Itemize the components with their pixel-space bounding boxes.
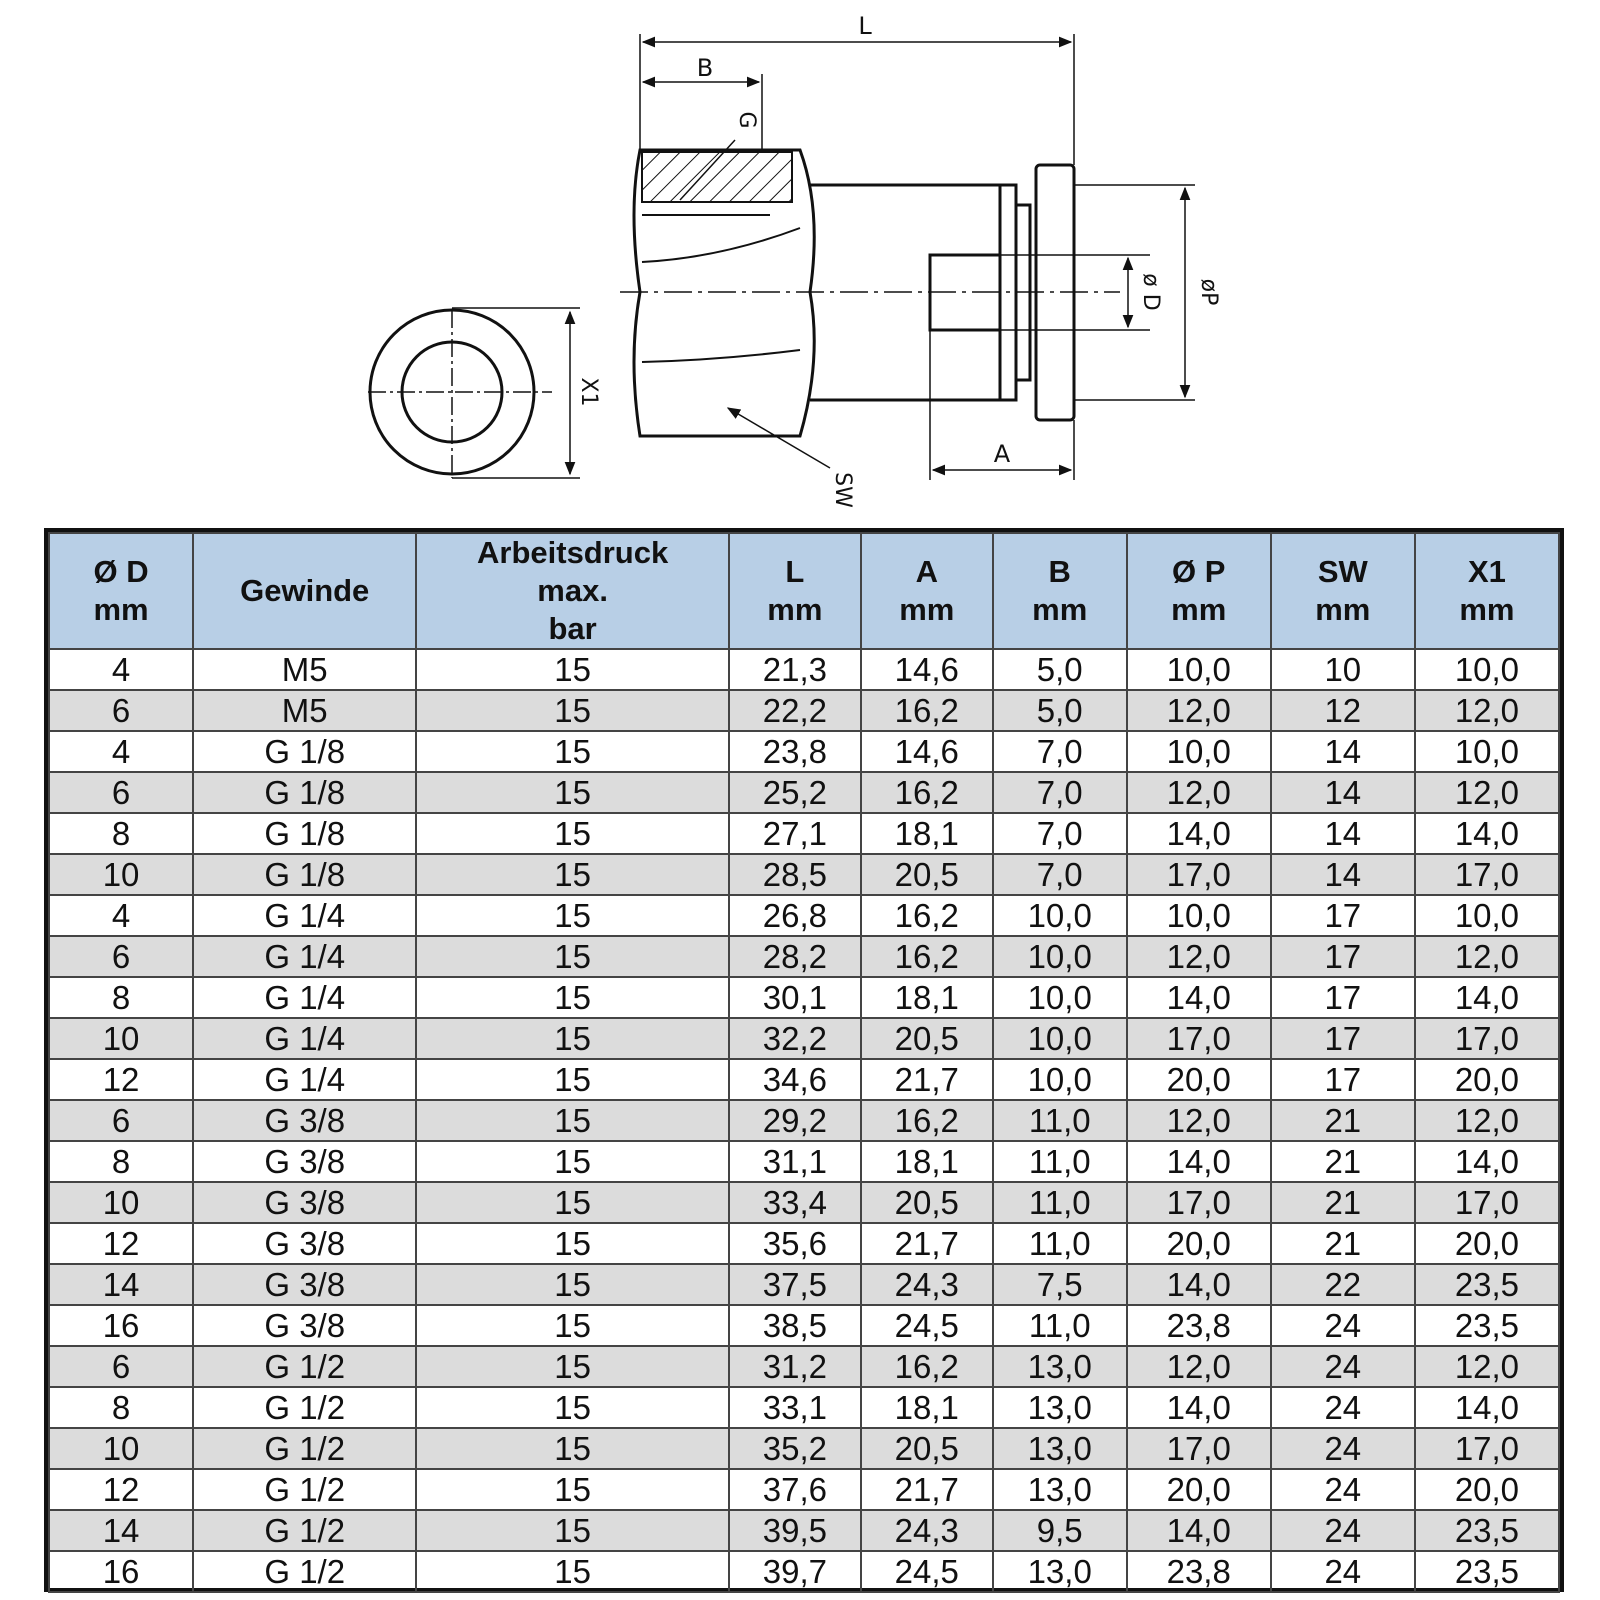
table-cell: 24,3: [861, 1510, 993, 1551]
table-cell: 14: [49, 1264, 193, 1305]
table-cell: G 3/8: [193, 1305, 416, 1346]
table-cell: G 1/8: [193, 772, 416, 813]
table-cell: 10: [49, 1428, 193, 1469]
table-cell: 17,0: [1415, 1428, 1559, 1469]
table-cell: 14,6: [861, 731, 993, 772]
table-cell: 15: [416, 690, 729, 731]
table-cell: 14,0: [1127, 813, 1271, 854]
table-cell: 10,0: [993, 1059, 1127, 1100]
table-cell: 12,0: [1415, 936, 1559, 977]
dim-label-sw: SW: [830, 472, 855, 508]
table-cell: 23,5: [1415, 1510, 1559, 1551]
table-cell: 10,0: [1415, 649, 1559, 690]
table-row: [49, 1182, 1559, 1223]
table-cell: 28,5: [729, 854, 861, 895]
table-cell: 21,7: [861, 1469, 993, 1510]
table-cell: 10,0: [1127, 731, 1271, 772]
table-cell: 20,0: [1127, 1223, 1271, 1264]
table-cell: 15: [416, 1305, 729, 1346]
table-cell: G 1/4: [193, 1059, 416, 1100]
table-cell: 33,1: [729, 1387, 861, 1428]
table-cell: 11,0: [993, 1182, 1127, 1223]
table-cell: 10,0: [993, 1018, 1127, 1059]
table-cell: G 3/8: [193, 1141, 416, 1182]
table-cell: 12,0: [1415, 772, 1559, 813]
table-cell: 11,0: [993, 1141, 1127, 1182]
table-cell: 14,0: [1127, 1141, 1271, 1182]
table-cell: 13,0: [993, 1551, 1127, 1592]
table-cell: 23,8: [1127, 1551, 1271, 1592]
table-cell: 8: [49, 1141, 193, 1182]
table-cell: 15: [416, 1223, 729, 1264]
table-cell: 14: [1271, 772, 1415, 813]
column-header: [993, 533, 1127, 649]
table-cell: 20,0: [1127, 1059, 1271, 1100]
table-cell: G 1/2: [193, 1428, 416, 1469]
table-cell: G 1/4: [193, 977, 416, 1018]
column-header: [416, 533, 729, 649]
table-cell: 24: [1271, 1387, 1415, 1428]
table-cell: 25,2: [729, 772, 861, 813]
table-row: [49, 1346, 1559, 1387]
table-cell: 13,0: [993, 1387, 1127, 1428]
table-cell: 9,5: [993, 1510, 1127, 1551]
dim-label-x1: X1: [576, 377, 601, 407]
table-cell: 10: [1271, 649, 1415, 690]
table-cell: 24: [1271, 1346, 1415, 1387]
table-cell: 15: [416, 731, 729, 772]
table-row: [49, 1100, 1559, 1141]
column-header-line: mm: [1459, 592, 1515, 627]
column-header: [193, 533, 416, 649]
table-cell: G 1/8: [193, 854, 416, 895]
table-cell: 14: [1271, 813, 1415, 854]
table-body: [49, 649, 1559, 1592]
table-cell: 10,0: [1127, 649, 1271, 690]
table-row: [49, 1387, 1559, 1428]
table-cell: G 1/2: [193, 1387, 416, 1428]
table-cell: 17: [1271, 977, 1415, 1018]
table-cell: 7,0: [993, 731, 1127, 772]
column-header-line: B: [1048, 554, 1071, 589]
table-cell: 11,0: [993, 1223, 1127, 1264]
table-cell: 15: [416, 1346, 729, 1387]
table-cell: 17: [1271, 1059, 1415, 1100]
table-cell: 31,2: [729, 1346, 861, 1387]
table-cell: G 1/4: [193, 936, 416, 977]
column-header-line: mm: [899, 592, 955, 627]
table-cell: 39,7: [729, 1551, 861, 1592]
table-cell: 14,0: [1127, 1264, 1271, 1305]
table-cell: 12: [49, 1469, 193, 1510]
table-cell: 17,0: [1415, 854, 1559, 895]
table-cell: G 1/2: [193, 1346, 416, 1387]
table-cell: 16,2: [861, 772, 993, 813]
table-cell: 15: [416, 1510, 729, 1551]
table-cell: 6: [49, 1100, 193, 1141]
table-cell: 22,2: [729, 690, 861, 731]
table-cell: 20,0: [1127, 1469, 1271, 1510]
table-cell: 12,0: [1127, 1346, 1271, 1387]
table-row: [49, 690, 1559, 731]
table-cell: 17,0: [1127, 854, 1271, 895]
column-header-line: mm: [93, 592, 149, 627]
table-cell: 22: [1271, 1264, 1415, 1305]
table-cell: 20,0: [1415, 1059, 1559, 1100]
table-cell: 31,1: [729, 1141, 861, 1182]
table-cell: 17,0: [1127, 1182, 1271, 1223]
table-cell: 13,0: [993, 1469, 1127, 1510]
table-cell: 33,4: [729, 1182, 861, 1223]
column-header-line: Ø P: [1172, 554, 1226, 589]
table-cell: 14: [1271, 854, 1415, 895]
table-row: [49, 1059, 1559, 1100]
table-cell: 13,0: [993, 1428, 1127, 1469]
table-cell: 14,0: [1415, 813, 1559, 854]
table-cell: G 1/8: [193, 813, 416, 854]
table-cell: 6: [49, 772, 193, 813]
table-cell: 27,1: [729, 813, 861, 854]
column-header-line: Ø D: [93, 554, 149, 589]
table-cell: 6: [49, 936, 193, 977]
table-row: [49, 854, 1559, 895]
table-cell: 23,8: [729, 731, 861, 772]
table-cell: 24,5: [861, 1551, 993, 1592]
table-cell: 11,0: [993, 1100, 1127, 1141]
table-cell: 39,5: [729, 1510, 861, 1551]
table-cell: 12,0: [1415, 690, 1559, 731]
table-cell: 10: [49, 854, 193, 895]
table-cell: 35,6: [729, 1223, 861, 1264]
table-cell: 24: [1271, 1551, 1415, 1592]
table-cell: 12: [1271, 690, 1415, 731]
table-cell: 18,1: [861, 1141, 993, 1182]
table-cell: 12,0: [1127, 690, 1271, 731]
column-header: [49, 533, 193, 649]
table-cell: 34,6: [729, 1059, 861, 1100]
table-cell: 16,2: [861, 690, 993, 731]
table-cell: 14: [1271, 731, 1415, 772]
table-cell: 17,0: [1127, 1428, 1271, 1469]
table-row: [49, 1305, 1559, 1346]
table-cell: 14,0: [1127, 1387, 1271, 1428]
column-header: [1415, 533, 1559, 649]
table-cell: 28,2: [729, 936, 861, 977]
technical-drawing: [0, 0, 1600, 520]
table-cell: 5,0: [993, 690, 1127, 731]
table-cell: 14: [49, 1510, 193, 1551]
table-cell: 12: [49, 1059, 193, 1100]
table-cell: 18,1: [861, 1387, 993, 1428]
table-cell: 14,0: [1415, 977, 1559, 1018]
dim-label-l: L: [858, 12, 872, 40]
table-cell: 32,2: [729, 1018, 861, 1059]
table-cell: 12,0: [1415, 1346, 1559, 1387]
table-cell: 16,2: [861, 936, 993, 977]
table-cell: G 3/8: [193, 1182, 416, 1223]
table-cell: 24: [1271, 1510, 1415, 1551]
table-cell: 12: [49, 1223, 193, 1264]
table-cell: 15: [416, 1059, 729, 1100]
table-cell: M5: [193, 649, 416, 690]
table-cell: 7,0: [993, 813, 1127, 854]
dim-label-a: A: [993, 440, 1011, 468]
table-cell: 17,0: [1127, 1018, 1271, 1059]
spec-table: [48, 532, 1560, 1593]
table-row: [49, 1551, 1559, 1592]
table-cell: 26,8: [729, 895, 861, 936]
table-cell: 18,1: [861, 977, 993, 1018]
column-header-line: mm: [767, 592, 823, 627]
side-view: [620, 34, 1195, 480]
table-cell: 8: [49, 977, 193, 1018]
table-cell: 37,5: [729, 1264, 861, 1305]
table-cell: G 1/4: [193, 1018, 416, 1059]
table-cell: 38,5: [729, 1305, 861, 1346]
column-header-line: X1: [1467, 554, 1506, 589]
table-cell: G 1/2: [193, 1469, 416, 1510]
table-cell: G 3/8: [193, 1100, 416, 1141]
table-cell: 15: [416, 1018, 729, 1059]
table-cell: 20,0: [1415, 1223, 1559, 1264]
table-cell: 4: [49, 895, 193, 936]
table-cell: 12,0: [1127, 936, 1271, 977]
table-cell: 24: [1271, 1469, 1415, 1510]
table-cell: 20,5: [861, 1018, 993, 1059]
table-cell: 21: [1271, 1223, 1415, 1264]
table-cell: 24,5: [861, 1305, 993, 1346]
table-cell: 15: [416, 1551, 729, 1592]
table-cell: 16: [49, 1551, 193, 1592]
table-cell: G 1/2: [193, 1510, 416, 1551]
table-cell: G 3/8: [193, 1264, 416, 1305]
table-cell: 17: [1271, 1018, 1415, 1059]
column-header: [1271, 533, 1415, 649]
table-row: [49, 1223, 1559, 1264]
table-cell: 15: [416, 649, 729, 690]
table-row: [49, 1141, 1559, 1182]
table-row: [49, 1510, 1559, 1551]
column-header-line: mm: [1171, 592, 1227, 627]
table-cell: 23,8: [1127, 1305, 1271, 1346]
dim-label-b: B: [696, 54, 714, 82]
table-cell: 17,0: [1415, 1018, 1559, 1059]
table-cell: 24,3: [861, 1264, 993, 1305]
table-row: [49, 895, 1559, 936]
table-cell: 7,5: [993, 1264, 1127, 1305]
table-cell: 16,2: [861, 1100, 993, 1141]
table-cell: 29,2: [729, 1100, 861, 1141]
table-row: [49, 936, 1559, 977]
table-header-row: [49, 533, 1559, 649]
table-cell: 14,0: [1415, 1387, 1559, 1428]
table-cell: 16: [49, 1305, 193, 1346]
table-cell: 35,2: [729, 1428, 861, 1469]
table-cell: 15: [416, 977, 729, 1018]
table-cell: 15: [416, 1387, 729, 1428]
table-cell: 24: [1271, 1305, 1415, 1346]
table-row: [49, 731, 1559, 772]
table-cell: 20,5: [861, 854, 993, 895]
spec-table-container: [44, 528, 1564, 1592]
column-header-line: bar: [548, 611, 597, 646]
table-cell: 37,6: [729, 1469, 861, 1510]
column-header-line: Gewinde: [240, 573, 370, 608]
column-header: [1127, 533, 1271, 649]
table-row: [49, 977, 1559, 1018]
table-cell: 6: [49, 1346, 193, 1387]
end-view: [368, 308, 580, 478]
table-cell: 21: [1271, 1100, 1415, 1141]
dim-label-d: ø D: [1138, 273, 1163, 311]
table-cell: 10,0: [993, 977, 1127, 1018]
table-cell: 8: [49, 813, 193, 854]
table-cell: 15: [416, 854, 729, 895]
table-cell: 24: [1271, 1428, 1415, 1469]
table-cell: 16,2: [861, 1346, 993, 1387]
table-cell: 10,0: [993, 936, 1127, 977]
table-row: [49, 1018, 1559, 1059]
table-row: [49, 1469, 1559, 1510]
table-cell: G 1/8: [193, 731, 416, 772]
column-header-line: max.: [537, 573, 608, 608]
table-cell: 15: [416, 1469, 729, 1510]
table-cell: 14,0: [1127, 1510, 1271, 1551]
table-cell: 20,5: [861, 1182, 993, 1223]
table-cell: 18,1: [861, 813, 993, 854]
table-cell: 20,5: [861, 1428, 993, 1469]
table-cell: 15: [416, 1100, 729, 1141]
column-header: [729, 533, 861, 649]
table-cell: 14,6: [861, 649, 993, 690]
column-header-line: Arbeitsdruck: [477, 535, 669, 570]
table-row: [49, 1264, 1559, 1305]
table-cell: G 3/8: [193, 1223, 416, 1264]
table-cell: 23,5: [1415, 1305, 1559, 1346]
table-cell: 15: [416, 1428, 729, 1469]
table-cell: 21,7: [861, 1059, 993, 1100]
table-cell: 15: [416, 1264, 729, 1305]
table-cell: 23,5: [1415, 1551, 1559, 1592]
table-cell: 10,0: [1127, 895, 1271, 936]
table-cell: 10,0: [993, 895, 1127, 936]
table-cell: G 1/4: [193, 895, 416, 936]
column-header-line: SW: [1317, 554, 1368, 589]
table-cell: 12,0: [1127, 1100, 1271, 1141]
table-cell: G 1/2: [193, 1551, 416, 1592]
table-cell: 15: [416, 772, 729, 813]
column-header-line: mm: [1032, 592, 1088, 627]
column-header: [861, 533, 993, 649]
table-cell: 8: [49, 1387, 193, 1428]
table-cell: 12,0: [1415, 1100, 1559, 1141]
table-cell: 5,0: [993, 649, 1127, 690]
table-cell: 13,0: [993, 1346, 1127, 1387]
column-header-line: L: [785, 554, 805, 589]
table-row: [49, 1428, 1559, 1469]
column-header-line: A: [915, 554, 938, 589]
table-cell: 30,1: [729, 977, 861, 1018]
dim-label-p: øP: [1196, 278, 1221, 306]
table-cell: 15: [416, 1141, 729, 1182]
table-cell: 4: [49, 731, 193, 772]
table-cell: 17: [1271, 936, 1415, 977]
table-cell: 14,0: [1127, 977, 1271, 1018]
table-cell: 11,0: [993, 1305, 1127, 1346]
table-cell: 21: [1271, 1141, 1415, 1182]
table-cell: 15: [416, 1182, 729, 1223]
table-cell: 15: [416, 813, 729, 854]
table-row: [49, 772, 1559, 813]
table-cell: 10,0: [1415, 895, 1559, 936]
table-cell: 4: [49, 649, 193, 690]
table-row: [49, 649, 1559, 690]
table-cell: 21: [1271, 1182, 1415, 1223]
table-cell: 23,5: [1415, 1264, 1559, 1305]
table-cell: 10,0: [1415, 731, 1559, 772]
table-cell: 14,0: [1415, 1141, 1559, 1182]
table-row: [49, 813, 1559, 854]
table-cell: M5: [193, 690, 416, 731]
table-cell: 7,0: [993, 772, 1127, 813]
table-cell: 10: [49, 1182, 193, 1223]
table-cell: 17,0: [1415, 1182, 1559, 1223]
table-cell: 15: [416, 895, 729, 936]
table-cell: 12,0: [1127, 772, 1271, 813]
table-cell: 6: [49, 690, 193, 731]
table-cell: 15: [416, 936, 729, 977]
table-cell: 10: [49, 1018, 193, 1059]
table-cell: 7,0: [993, 854, 1127, 895]
table-cell: 16,2: [861, 895, 993, 936]
table-cell: 20,0: [1415, 1469, 1559, 1510]
table-cell: 21,7: [861, 1223, 993, 1264]
dim-label-g: G: [734, 111, 759, 129]
column-header-line: mm: [1315, 592, 1371, 627]
table-cell: 17: [1271, 895, 1415, 936]
table-cell: 21,3: [729, 649, 861, 690]
